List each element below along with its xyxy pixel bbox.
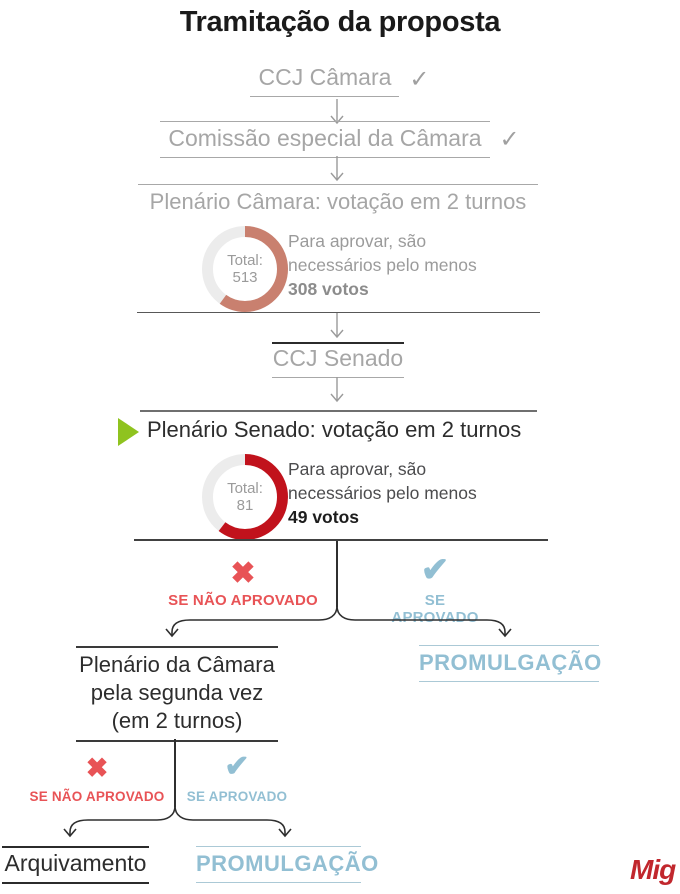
check-icon: ✔ <box>224 750 250 783</box>
active-step-topline <box>140 410 537 412</box>
branch-label-not-approved: SE NÃO APROVADO <box>168 592 318 609</box>
outcome-line: (em 2 turnos) <box>111 708 243 733</box>
step-ccj-camara <box>0 64 680 97</box>
step-plenario-camara-header <box>138 184 538 215</box>
check-icon: ✓ <box>499 126 520 153</box>
logo-mig: Mig <box>630 854 676 885</box>
x-icon: ✖ <box>85 753 109 783</box>
active-step-marker-icon <box>118 418 139 446</box>
page-title: Tramitação da proposta <box>179 6 501 38</box>
donut-chart-camara <box>202 226 288 312</box>
outcome-line: pela segunda vez <box>90 680 264 705</box>
step-ccj-senado <box>272 342 404 378</box>
outcome-promulgacao-bottom: PROMULGAÇÃO <box>196 846 361 883</box>
check-icon: ✔ <box>420 551 450 589</box>
outcome-plenario-camara-2 <box>76 646 278 742</box>
branch-label-approved: SE APROVADO <box>391 592 479 626</box>
donut-caption-senado <box>288 457 477 529</box>
caption-line: Para aprovar, são <box>288 459 427 479</box>
outcome-arquivamento: Arquivamento <box>2 846 149 884</box>
caption-votes: 49 votos <box>288 507 359 527</box>
check-icon: ✓ <box>409 66 430 93</box>
donut-chart-senado <box>202 454 288 540</box>
outcome-line: Plenário da Câmara <box>79 652 275 677</box>
step-plenario-senado-header <box>147 417 567 443</box>
donut-center-text <box>202 454 288 540</box>
caption-line: necessários pelo menos <box>288 255 477 275</box>
branch-stem <box>336 541 338 607</box>
donut-center-value: 81 <box>236 497 254 514</box>
donut-center-text <box>202 226 288 312</box>
x-icon: ✖ <box>230 557 256 590</box>
caption-line: Para aprovar, são <box>288 231 427 251</box>
outcome-promulgacao-top: PROMULGAÇÃO <box>419 645 599 682</box>
donut-center-label: Total: <box>227 480 263 497</box>
donut-center-label: Total: <box>227 252 263 269</box>
branch-label-not-approved: SE NÃO APROVADO <box>29 789 165 804</box>
caption-line: necessários pelo menos <box>288 483 477 503</box>
step-comissao-especial <box>0 121 680 158</box>
branch-label-approved: SE APROVADO <box>186 789 288 804</box>
down-arrow-icon <box>328 313 346 340</box>
down-arrow-icon <box>328 156 346 183</box>
split-line <box>134 539 548 541</box>
step-label: Plenário Senado: votação em 2 turnos <box>147 417 522 442</box>
down-arrow-icon <box>328 377 346 404</box>
donut-caption-camara <box>288 229 477 301</box>
caption-votes: 308 votos <box>288 279 369 299</box>
step-label: Comissão especial da Câmara <box>160 121 489 158</box>
step-label: Plenário Câmara: votação em 2 turnos <box>149 189 527 214</box>
donut-center-value: 513 <box>232 269 258 286</box>
step-label: CCJ Senado <box>272 345 404 371</box>
fork-connector <box>160 606 520 649</box>
fork-connector <box>60 806 295 849</box>
step-label: CCJ Câmara <box>250 64 399 97</box>
